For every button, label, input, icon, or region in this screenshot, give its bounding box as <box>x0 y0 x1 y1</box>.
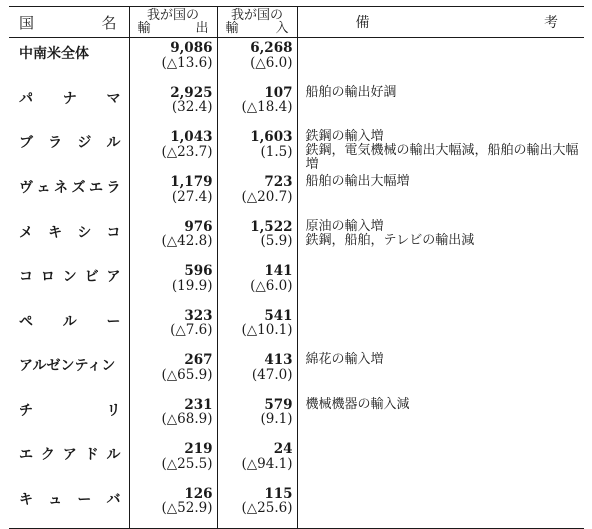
table-row <box>9 439 584 484</box>
table-row <box>9 217 584 262</box>
country-name: アルゼンティン <box>19 358 116 374</box>
remarks <box>297 306 584 351</box>
export-value-amount: 323 <box>184 307 213 324</box>
export-value <box>129 439 217 484</box>
import-value-change: (△6.0) <box>250 277 293 294</box>
import-value-change: (9.1) <box>260 411 293 427</box>
export-value <box>129 395 217 440</box>
remarks <box>297 395 584 440</box>
export-value-change: (△23.7) <box>161 143 213 160</box>
export-value-change: (△52.9) <box>161 500 213 516</box>
import-value <box>217 306 297 351</box>
country-name: ヴ ェ ネ ズ エ ラ <box>19 180 121 196</box>
export-value-amount: 126 <box>184 485 213 502</box>
remark-line: 機械機器の輸入減 <box>305 396 410 412</box>
import-value-change: (△94.1) <box>241 455 293 472</box>
import-value <box>217 395 297 440</box>
remark-line: 鉄鋼，船舶，テレビの輸出減 <box>305 232 475 248</box>
import-value-amount: 579 <box>264 396 293 413</box>
import-value-amount: 6,268 <box>250 40 293 56</box>
remark-line: 船舶の輸出好調 <box>305 84 397 100</box>
export-value-amount: 267 <box>184 352 213 368</box>
table-row <box>9 38 584 83</box>
export-value <box>129 83 217 128</box>
table-row <box>9 306 584 351</box>
import-value <box>217 484 297 529</box>
export-value-change: (△25.5) <box>161 455 213 472</box>
remarks <box>297 350 584 395</box>
country-name: ブ ラ ジ ル <box>19 135 121 151</box>
import-value-change: (△18.4) <box>241 99 293 115</box>
export-value <box>129 127 217 172</box>
import-value-change: (5.9) <box>260 233 293 249</box>
remarks <box>297 439 584 484</box>
import-value-change: (△6.0) <box>250 54 293 71</box>
import-value <box>217 83 297 128</box>
country-name: チ リ <box>19 402 121 419</box>
remark-line: 原油の輸入増 <box>305 218 384 234</box>
table-body <box>9 38 584 529</box>
trade-table <box>9 6 584 529</box>
import-value-amount: 1,522 <box>250 218 293 235</box>
country-name: メ キ シ コ <box>19 224 121 241</box>
country-name: 中南米全体 <box>19 46 89 62</box>
table-row <box>9 395 584 440</box>
import-value <box>217 172 297 217</box>
export-value-change: (27.4) <box>171 188 213 205</box>
remarks <box>297 217 584 262</box>
country-name: キ ュ ー バ <box>19 491 121 508</box>
table-row <box>9 484 584 529</box>
import-value <box>217 127 297 172</box>
export-value <box>129 484 217 529</box>
export-value-amount: 1,043 <box>170 129 213 145</box>
export-value-change: (△13.6) <box>161 54 213 71</box>
import-value-amount: 115 <box>264 485 293 502</box>
remark-line: 綿花の輸入増 <box>305 352 384 367</box>
table-row <box>9 127 584 172</box>
remark-line: 鉄鋼の輸入増 <box>305 129 384 144</box>
export-value <box>129 261 217 306</box>
header-row <box>9 7 584 38</box>
export-value <box>129 38 217 83</box>
country-name: パ ナ マ <box>19 90 121 107</box>
import-value-change: (1.5) <box>260 143 293 160</box>
import-value-amount: 541 <box>264 307 293 324</box>
import-header: 我が国の 輸 入 <box>217 7 297 38</box>
table-row <box>9 261 584 306</box>
import-value-change: (△25.6) <box>241 500 293 516</box>
export-value-change: (19.9) <box>171 277 213 294</box>
export-value-amount: 231 <box>184 396 213 413</box>
export-value <box>129 217 217 262</box>
country-name: エ ク ア ド ル <box>19 447 121 463</box>
import-value <box>217 38 297 83</box>
remarks <box>297 261 584 306</box>
country-name: ペ ル ー <box>19 313 121 330</box>
export-value-change: (32.4) <box>171 99 213 115</box>
export-value-change: (△7.6) <box>170 322 213 338</box>
export-value-amount: 9,086 <box>170 40 213 56</box>
export-header: 我が国の 輸 出 <box>129 7 217 38</box>
remark-line: 船舶の輸出大幅増 <box>305 174 410 189</box>
remark-line: 鉄鋼，電気機械の輸出大幅減，船舶の輸出大幅増 <box>305 143 579 172</box>
import-value-amount: 1,603 <box>250 129 293 145</box>
export-value-amount: 596 <box>184 263 213 279</box>
remarks <box>297 127 584 172</box>
table-row <box>9 172 584 217</box>
import-value-change: (△20.7) <box>241 188 293 205</box>
import-value-change: (△10.1) <box>241 322 293 338</box>
export-value <box>129 306 217 351</box>
table-row <box>9 350 584 395</box>
export-value-change: (△68.9) <box>161 411 213 427</box>
import-value-amount: 141 <box>264 263 293 279</box>
country-header: 国 名 <box>9 7 129 38</box>
import-value-amount: 24 <box>273 441 293 457</box>
remarks-header: 備 考 <box>297 7 584 38</box>
export-value <box>129 172 217 217</box>
import-value-change: (47.0) <box>251 366 293 383</box>
table-row <box>9 83 584 128</box>
remarks <box>297 484 584 529</box>
export-value-amount: 219 <box>184 441 213 457</box>
import-value <box>217 350 297 395</box>
remarks <box>297 83 584 128</box>
export-value-amount: 976 <box>184 218 213 235</box>
export-value <box>129 350 217 395</box>
export-value-change: (△65.9) <box>161 366 213 383</box>
import-value-amount: 723 <box>264 174 293 190</box>
import-value-amount: 413 <box>264 352 293 368</box>
remarks <box>297 172 584 217</box>
import-value <box>217 217 297 262</box>
import-value-amount: 107 <box>264 84 293 101</box>
export-value-amount: 2,925 <box>170 84 213 101</box>
import-value <box>217 261 297 306</box>
export-value-change: (△42.8) <box>161 233 213 249</box>
remarks <box>297 38 584 83</box>
country-name: コ ロ ン ビ ア <box>19 269 121 285</box>
import-value <box>217 439 297 484</box>
export-value-amount: 1,179 <box>170 174 213 190</box>
